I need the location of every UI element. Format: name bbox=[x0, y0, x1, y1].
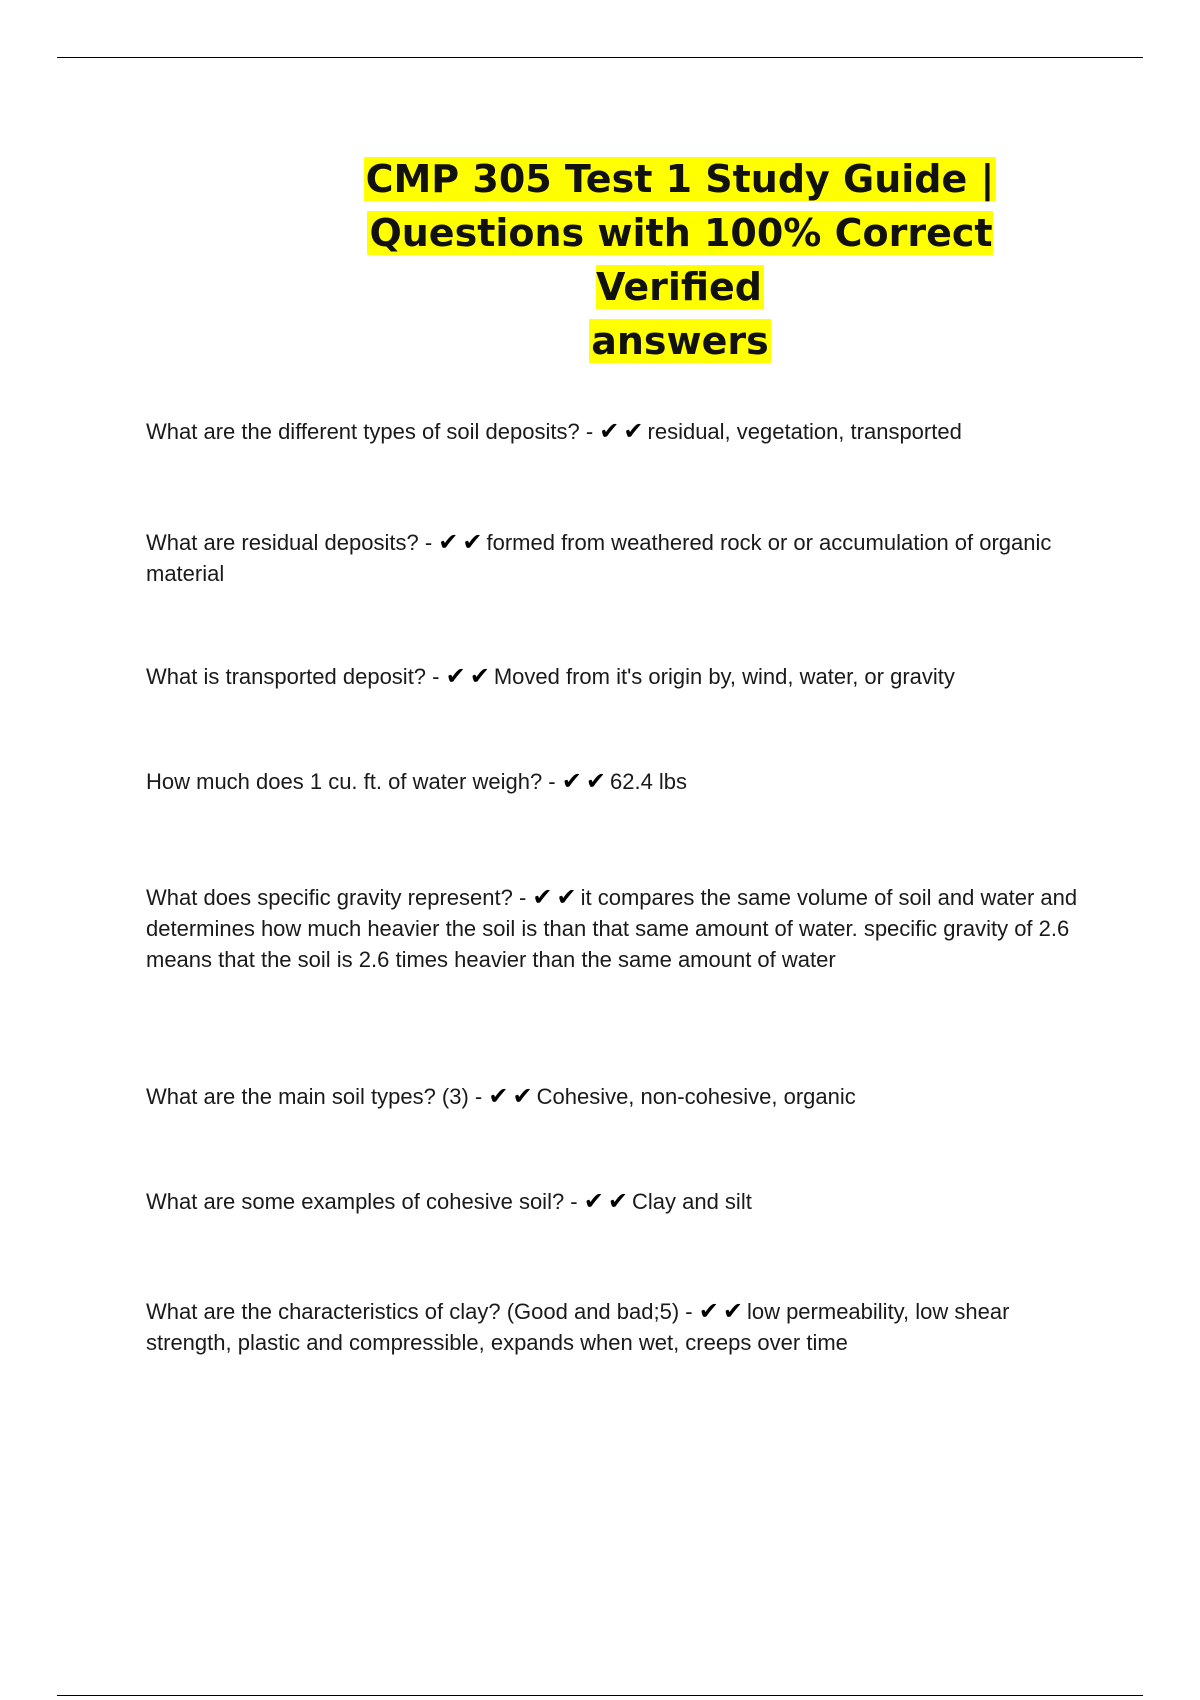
double-check-icon: ✔✔ bbox=[599, 417, 648, 445]
qa-item bbox=[146, 661, 1086, 692]
top-rule bbox=[57, 57, 1143, 58]
double-check-icon: ✔✔ bbox=[438, 528, 487, 556]
qa-item bbox=[146, 527, 1086, 589]
qa-item bbox=[146, 882, 1086, 975]
answer-text: Moved from it's origin by, wind, water, or gravity bbox=[493, 664, 955, 689]
answer-text: Cohesive, non-cohesive, organic bbox=[536, 1084, 856, 1109]
answer-text: Clay and silt bbox=[631, 1189, 752, 1214]
qa-item bbox=[146, 416, 1086, 447]
question-text: How much does 1 cu. ft. of water weigh? - bbox=[146, 769, 556, 794]
question-text: What is transported deposit? - bbox=[146, 664, 440, 689]
document-title bbox=[290, 152, 1070, 368]
answer-text: residual, vegetation, transported bbox=[647, 419, 962, 444]
question-text: What does specific gravity represent? - bbox=[146, 885, 527, 910]
qa-item bbox=[146, 1296, 1086, 1358]
qa-item bbox=[146, 766, 1086, 797]
bottom-rule bbox=[57, 1695, 1143, 1696]
question-text: What are residual deposits? - bbox=[146, 530, 433, 555]
double-check-icon: ✔✔ bbox=[488, 1082, 537, 1110]
double-check-icon: ✔✔ bbox=[561, 767, 610, 795]
title-line-1: CMP 305 Test 1 Study Guide | bbox=[365, 157, 995, 201]
title-line-3: answers bbox=[591, 319, 769, 363]
answer-text: it compares the same volume of soil and water and determines how much heavier the soil is than that same amount of water. specific gravity of 2.6 means that the soil is 2.6 times heavier than the same amount of water bbox=[146, 885, 1078, 972]
double-check-icon: ✔✔ bbox=[583, 1187, 632, 1215]
qa-item bbox=[146, 1081, 1086, 1112]
answer-text: formed from weathered rock or or accumulation of organic material bbox=[146, 530, 1052, 586]
question-text: What are some examples of cohesive soil? - bbox=[146, 1189, 578, 1214]
double-check-icon: ✔✔ bbox=[532, 883, 581, 911]
answer-text: low permeability, low shear strength, plastic and compressible, expands when wet, creeps over time bbox=[146, 1299, 1010, 1355]
question-text: What are the main soil types? (3) - bbox=[146, 1084, 483, 1109]
double-check-icon: ✔✔ bbox=[698, 1297, 747, 1325]
question-text: What are the characteristics of clay? (Good and bad;5) - bbox=[146, 1299, 693, 1324]
qa-item bbox=[146, 1186, 1086, 1217]
title-line-2: Questions with 100% Correct Verified bbox=[369, 211, 993, 309]
question-text: What are the different types of soil deposits? - bbox=[146, 419, 594, 444]
double-check-icon: ✔✔ bbox=[445, 662, 494, 690]
answer-text: 62.4 lbs bbox=[609, 769, 688, 794]
